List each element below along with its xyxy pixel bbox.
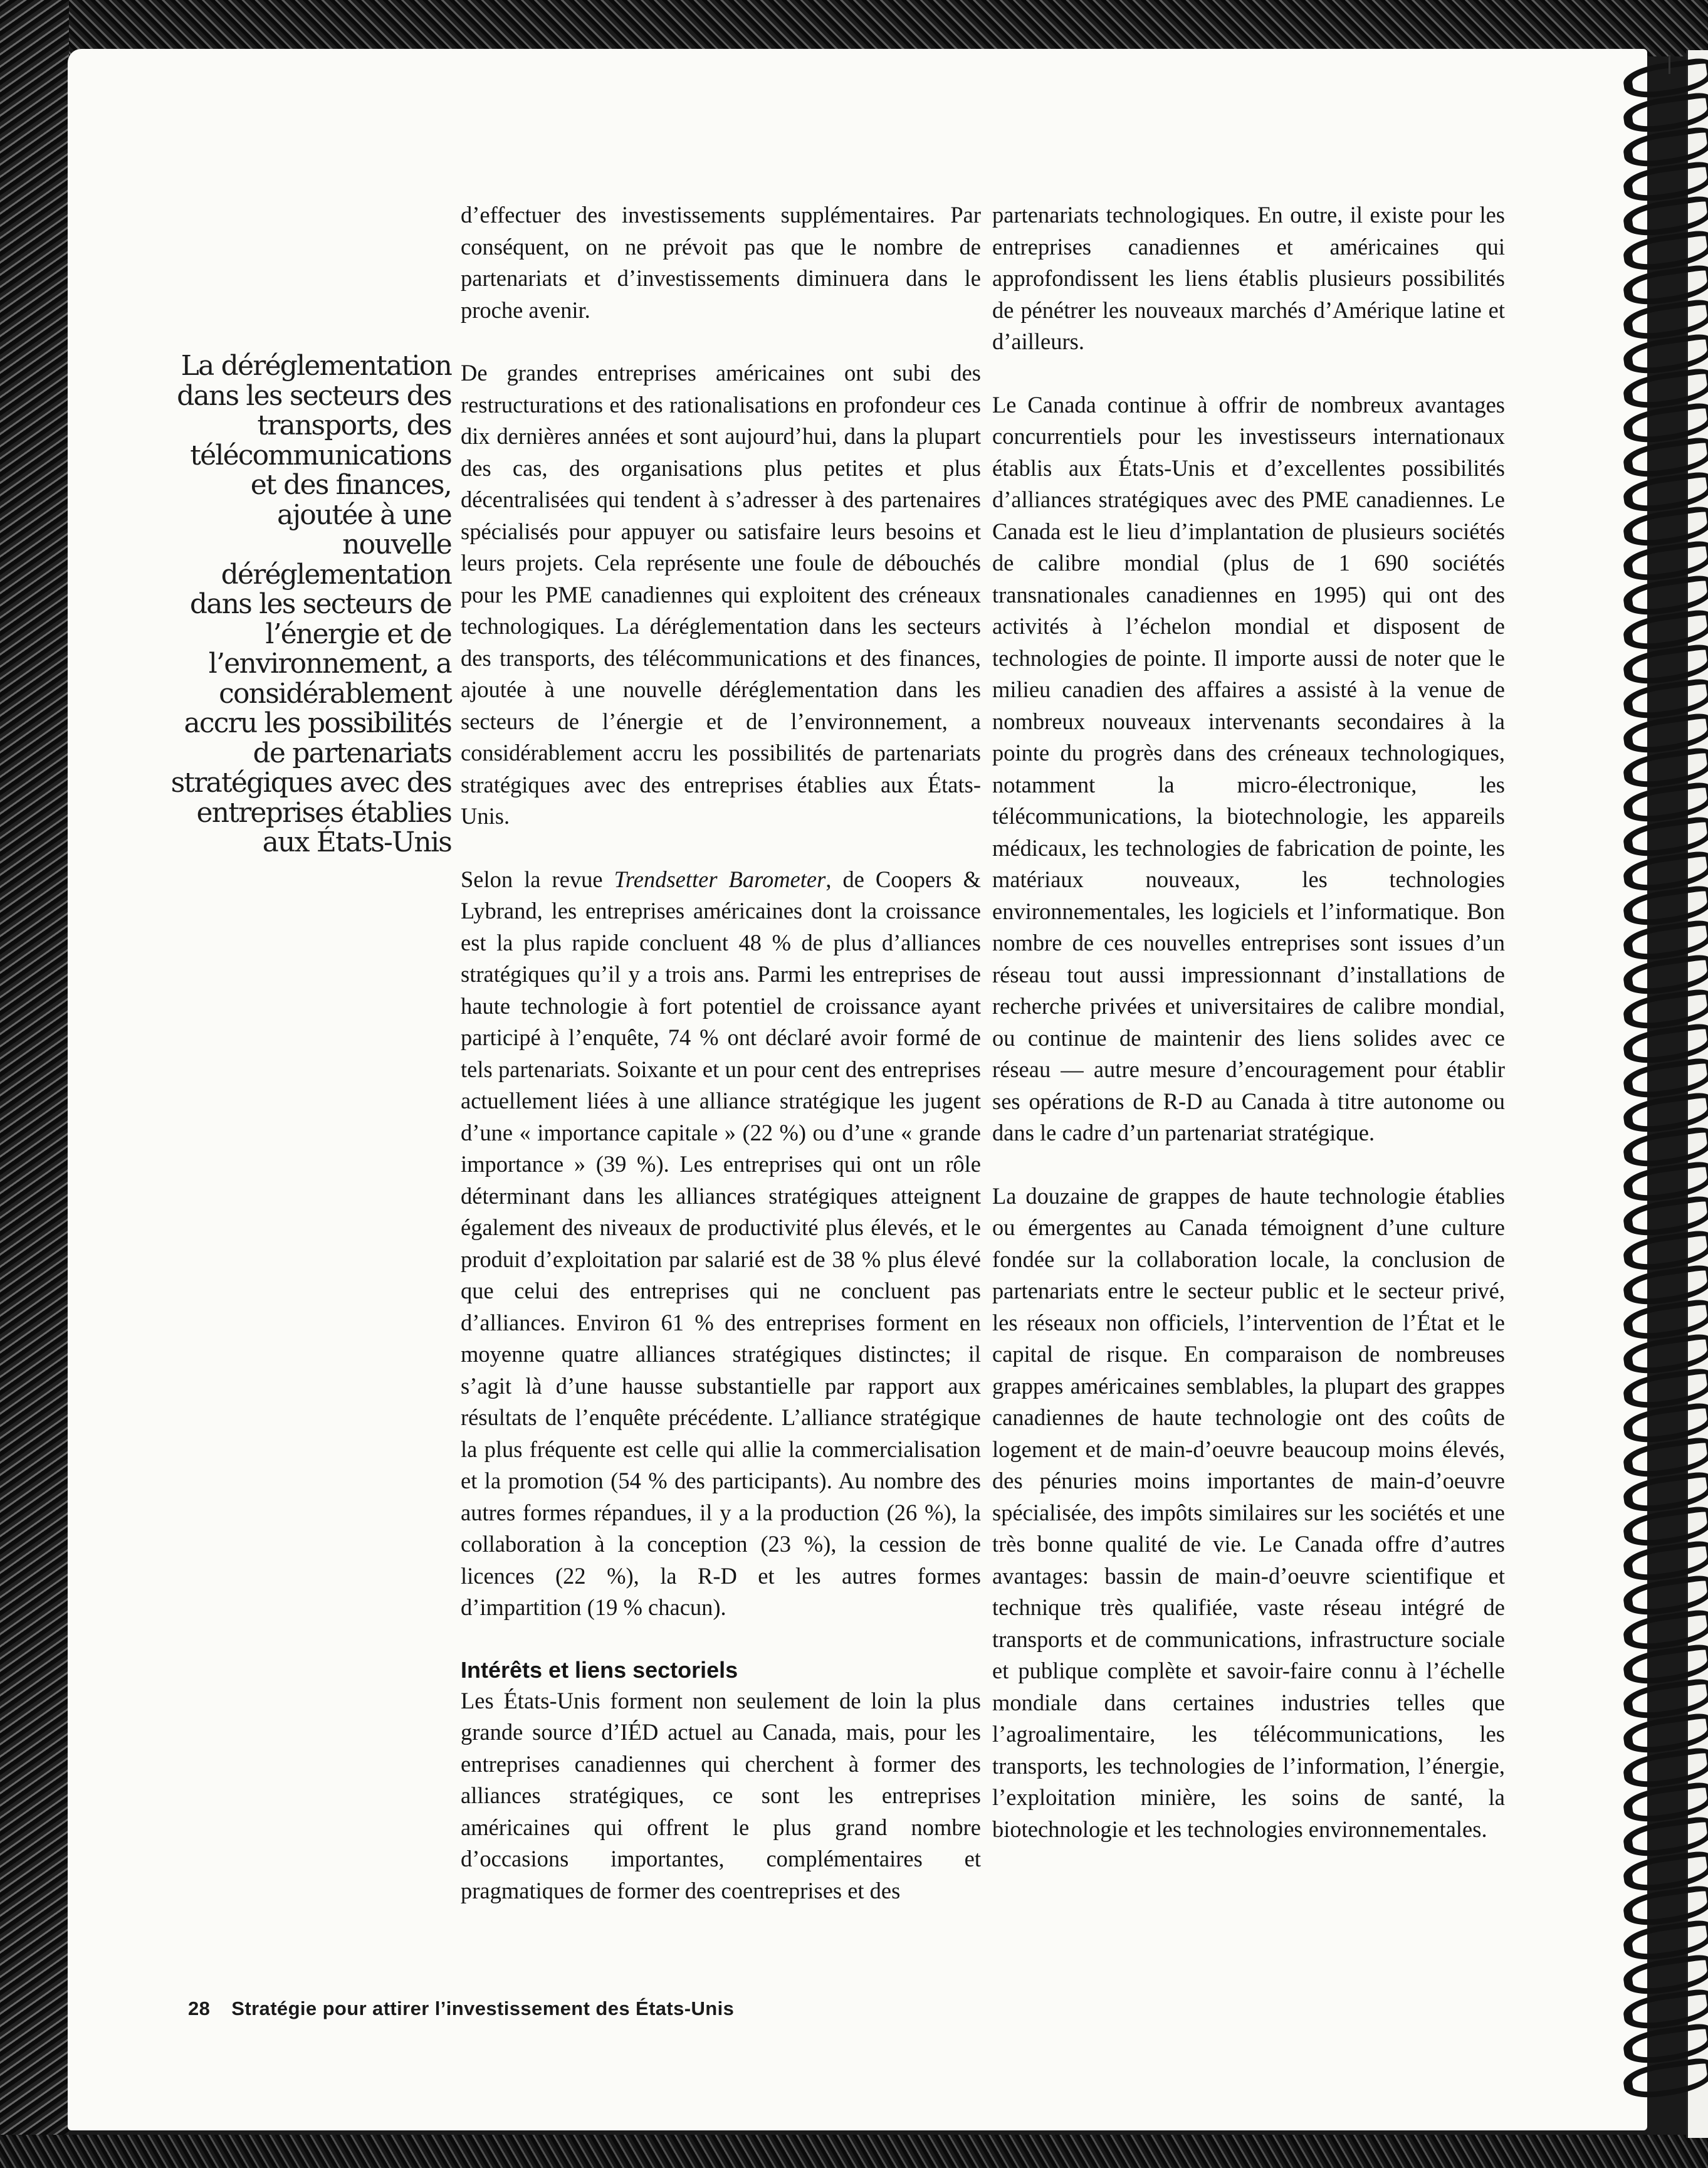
paragraph: De grandes entreprises américaines ont subi des restructurations et des rationalisations en profondeur ces dix dernières années et sont aujourd’hui, dans la plupart des cas, des organisations plus petites et plus décentralisées qui tendent à s’adresser à des partenaires spécialisés pour appuyer ou satisfaire leurs besoins et leurs projets. Cela représente une foule de débouchés pour les PME canadiennes qui exploitent des créneaux technologiques. La déréglementation dans les secteurs des transports, des télécommunications et des finances, ajoutée à une nouvelle déréglementation dans les secteurs de l’énergie et de l’environnement, a considérablement accru les possibilités de partenariats stratégiques avec des entreprises établies aux États-Unis. bbox=[461, 360, 981, 829]
binding-coil bbox=[1622, 2056, 1708, 2101]
text-column-left bbox=[461, 199, 981, 1938]
paragraph: Les États-Unis forment non seulement de loin la plus grande source d’IÉD actuel au Canada, mais, pour les entreprises canadiennes qui cherchent à former des alliances stratégiques, ce sont les entreprises américaines qui offrent le plus grand nombre d’occasions importantes, complémentaires et pragmatiques de former des coentreprises et des bbox=[461, 1687, 981, 1903]
scan-edge-top bbox=[0, 0, 1708, 56]
paragraph: d’effectuer des investissements supplémentaires. Par conséquent, on ne prévoit pas que le nombre de partenariats et d’investissements diminuera dans le proche avenir. bbox=[461, 202, 981, 323]
text-run: Selon la revue bbox=[461, 866, 614, 892]
page-footer bbox=[188, 1997, 734, 2020]
paragraph: partenariats technologiques. En outre, il existe pour les entreprises canadiennes et américaines qui approfondissent les liens établis plusieurs possibilités de pénétrer les nouveaux marchés d’Amérique latine et d’ailleurs. bbox=[992, 202, 1505, 354]
margin-mark bbox=[1669, 55, 1670, 74]
scan-edge-left bbox=[0, 0, 69, 2168]
paragraph: La douzaine de grappes de haute technologie établies ou émergentes au Canada témoignent d’une culture fondée sur la collaboration locale, la conclusion de partenariats entre le secteur public et le secteur privé, les réseaux non officiels, l’intervention de l’État et le capital de risque. En comparaison de nombreuses grappes américaines semblables, la plupart des grappes canadiennes de haute technologie ont des coûts de logement et de main-d’oeuvre beaucoup moins élevés, des pénuries moins importantes de main-d’oeuvre spécialisée, des impôts similaires sur les sociétés et une très bonne qualité de vie. Le Canada offre d’autres avantages: bassin de main-d’oeuvre scientifique et technique très qualifiée, vaste réseau intégré de transports et de communications, infrastructure sociale et publique complète et savoir-faire connu à l’échelle mondiale dans certaines industries telles que l’agroalimentaire, les télécommunications, les transports, les technologies de l’information, l’énergie, l’exploitation minière, les soins de santé, la biotechnologie et les technologies environnementales. bbox=[992, 1182, 1505, 1842]
paragraph bbox=[461, 864, 981, 1624]
margin-pull-quote: La déréglementation dans les secteurs des transports, des télécommunications et des finances, ajoutée à une nouvelle déréglementation dans les secteurs de l’énergie et de l’environnement, a considérablement accru les possibilités de partenariats stratégiques avec des entreprises établies aux États-Unis bbox=[170, 350, 451, 858]
text-column-right bbox=[992, 199, 1505, 1876]
paragraph: Le Canada continue à offrir de nombreux avantages concurrentiels pour les investisseurs internationaux établis aux États-Unis et d’excellentes possibilités d’alliances stratégiques avec des PME canadiennes. Le Canada est le lieu d’implantation de plusieurs sociétés de calibre mondial (plus de 1 690 sociétés transnationales canadiennes en 1995) qui ont des activités à l’échelon mondial et disposent de technologies de pointe. Il importe aussi de noter que le milieu canadien des affaires a assisté à la venue de nombreux nouveaux intervenants secondaires à la pointe du progrès dans des créneaux technologiques, notamment la micro-électronique, les télécommunications, la biotechnologie, les appareils médicaux, les technologies de fabrication de pointe, les matériaux nouveaux, les technologies environnementales, les logiciels et l’informatique. Bon nombre de ces nouvelles entreprises sont issues d’un réseau tout aussi impressionnant d’installations de recherche privées et universitaires de calibre mondial, ou continue de maintenir des liens solides avec ce réseau — autre mesure d’encouragement pour établir ses opérations de R-D au Canada à titre autonome ou dans le cadre d’un partenariat stratégique. bbox=[992, 391, 1505, 1145]
spiral-binding bbox=[1623, 63, 1708, 2132]
scan-edge-bottom bbox=[0, 2135, 1708, 2168]
publication-title: Trendsetter Barometer bbox=[614, 866, 826, 892]
text-run: , de Coopers & Lybrand, les entreprises américaines dont la croissance est la plus rapide concluent 48 % de plus d’alliances stratégiques qu’il y a trois ans. Parmi les entreprises de haute technologie à fort potentiel de croissance ayant participé à l’enquête, 74 % ont déclaré avoir formé de tels partenariats. Soixante et un pour cent des entreprises actuellement liées à une alliance stratégique les jugent d’une « importance capitale » (22 %) ou d’une « grande importance » (39 %). Les entreprises qui ont un rôle déterminant dans les alliances stratégiques atteignent également des niveaux de productivité plus élevés, et le produit d’exploitation par salarié est de 38 % plus élevé que celui des entreprises qui ne concluent pas d’alliances. Environ 61 % des entreprises forment en moyenne quatre alliances stratégiques distinctes; il s’agit là d’une hausse substantielle par rapport aux résultats de l’enquête précédente. L’alliance stratégique la plus fréquente est celle qui allie la commercialisation et la promotion (54 % des participants). Au nombre des autres formes répandues, il y a la production (26 %), la collaboration à la conception (23 %), la cession de licences (22 %), la R-D et les autres formes d’impartition (19 % chacun). bbox=[461, 866, 981, 1620]
section-subheading: Intérêts et liens sectoriels bbox=[461, 1656, 738, 1683]
running-title: Stratégie pour attirer l’investissement des États-Unis bbox=[231, 1997, 735, 2019]
page-number: 28 bbox=[188, 1997, 211, 2019]
